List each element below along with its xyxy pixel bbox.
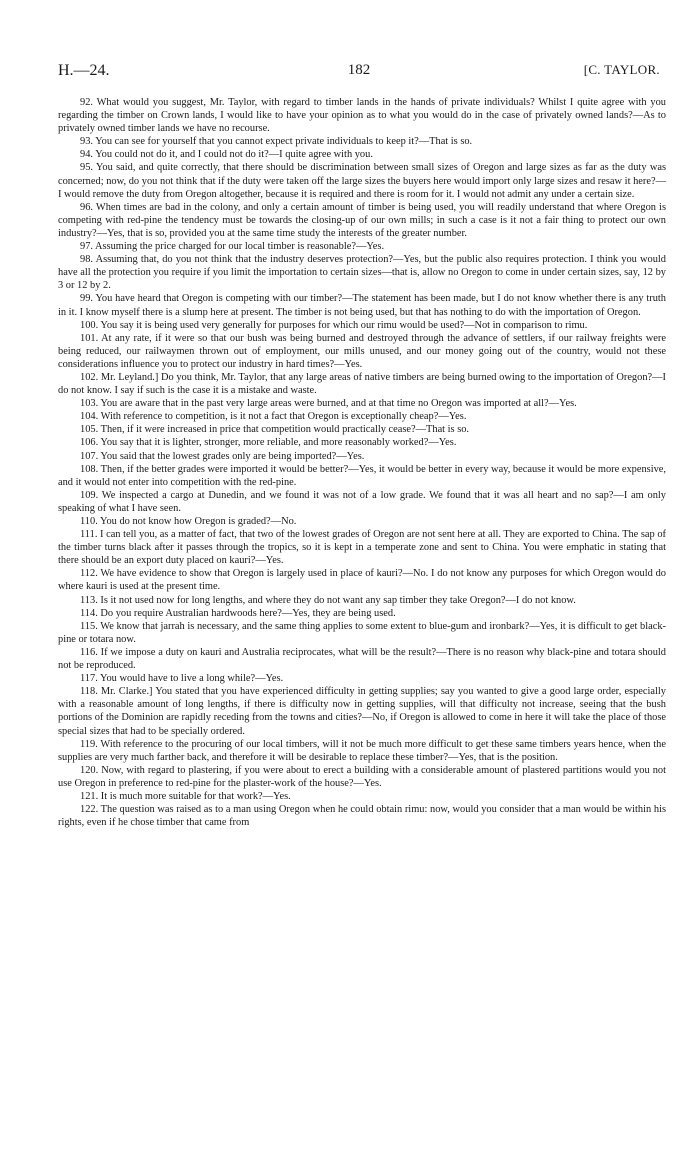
question-answer-paragraph: 99. You have heard that Oregon is competing with our timber?—The statement has been made, but I do not know whether there is any truth in it. I know myself there is a slump here at present. The timber is not being used, but that has nothing to do with the importation of Oregon. <box>58 293 666 318</box>
question-answer-paragraph: 94. You could not do it, and I could not do it?—I quite agree with you. <box>80 149 373 161</box>
document-reference: H.—24. <box>58 62 110 79</box>
question-answer-paragraph: 96. When times are bad in the colony, and only a certain amount of timber is being used, you will readily understand that where Oregon is competing with red-pine the tendency must be towards the closing-up of our own mills; in such a case is it not a fair thing to protect our own industry?—Yes, that is so, provided you at the same time study the interests of the greater number. <box>58 201 666 239</box>
question-answer-paragraph: 98. Assuming that, do you not think that the industry deserves protection?—Yes, but the public also requires protection. I think you would have all the protection you require if you limit the importation to certain sizes—that is, allow no Oregon to come in under certain sizes, say, 12 by 3 or 12 by 2. <box>58 254 666 292</box>
question-answer-paragraph: 105. Then, if it were increased in price that competition would practically cease?—That is so. <box>80 424 470 436</box>
question-answer-paragraph: 104. With reference to competition, is it not a fact that Oregon is exceptionally cheap?—Yes. <box>80 411 467 423</box>
question-answer-paragraph: 111. I can tell you, as a matter of fact, that two of the lowest grades of Oregon are not sent here at all. They are exported to China. The sap of the timber turns black after it passes through the tropics, so it is kept in a temperate zone and sent to China. You were emphatic in stating that there should be an export duty placed on kauri?—Yes. <box>58 529 666 567</box>
witness-name: [C. TAYLOR. <box>583 62 660 77</box>
question-answer-paragraph: 120. Now, with regard to plastering, if you were about to erect a building with a considerable amount of plastered partitions would you not use Oregon in preference to red-pine for the plaster-work of the house?—Yes. <box>58 764 666 789</box>
question-answer-paragraph: 112. We have evidence to show that Oregon is largely used in place of kauri?—No. I do not know any purposes for which Oregon would do where kauri is used at the present time. <box>58 568 666 593</box>
question-answer-paragraph: 122. The question was raised as to a man using Oregon when he could obtain rimu: now, would you consider that a man would be within his rights, even if he chose timber that came from <box>58 804 666 829</box>
question-answer-paragraph: 106. You say that it is lighter, stronger, more reliable, and more reasonably worked?—Yes. <box>80 437 457 449</box>
question-answer-paragraph: 119. With reference to the procuring of our local timbers, will it not be much more difficult to get these same timbers years hence, when the supplies are very much farther back, and therefore it will be desirable to replace these timber?—Yes, that is the position. <box>58 738 666 763</box>
question-answer-paragraph: 97. Assuming the price charged for our local timber is reasonable?—Yes. <box>80 241 385 253</box>
question-answer-paragraph: 93. You can see for yourself that you cannot expect private individuals to keep it?—That is so. <box>80 136 473 148</box>
question-answer-paragraph: 108. Then, if the better grades were imported it would be better?—Yes, it would be better in every way, because it would be more expensive, and it would not enter into competition with the red-pine. <box>58 463 666 488</box>
question-answer-paragraph: 92. What would you suggest, Mr. Taylor, with regard to timber lands in the hands of private individuals? Whilst I quite agree with you regarding the timber on Crown lands, I would like to have your opinion as to what you would do in the case of privately owned lands?—As to privately owned timber lands we have no recourse. <box>58 97 666 135</box>
question-answer-paragraph: 116. If we impose a duty on kauri and Australia reciprocates, what will be the result?—There is no reason why black-pine and totara should not be reproduced. <box>58 646 666 672</box>
question-answer-paragraph: 109. We inspected a cargo at Dunedin, and we found it was not of a low grade. We found that it was all heart and no sap?—I am only speaking of what I have seen. <box>58 489 666 514</box>
question-answer-paragraph: 101. At any rate, if it were so that our bush was being burned and destroyed through the advance of settlers, if our railway freights were being reduced, our railwaymen thrown out of employment, our mills unused, and our money going out of the country, would not these considerations influence you to protect our industry in hard times?—Yes. <box>58 332 666 370</box>
question-answer-paragraph: 121. It is much more suitable for that work?—Yes. <box>80 790 291 802</box>
page-header <box>58 62 660 86</box>
question-answer-paragraph: 117. You would have to live a long while?—Yes. <box>80 673 284 685</box>
question-answer-paragraph: 113. Is it not used now for long lengths, and where they do not want any sap timber they take Oregon?—I do not know. <box>80 594 576 606</box>
question-answer-paragraph: 114. Do you require Australian hardwoods here?—Yes, they are being used. <box>80 607 396 619</box>
question-answer-paragraph: 107. You said that the lowest grades only are being imported?—Yes. <box>80 450 365 462</box>
question-answer-paragraph: 115. We know that jarrah is necessary, and the same thing applies to some extent to blue-gum and ironbark?—Yes, it is difficult to get black-pine or totara now. <box>58 620 666 645</box>
document-body <box>58 96 666 829</box>
page-number: 182 <box>347 62 371 78</box>
question-answer-paragraph: 102. Mr. Leyland.] Do you think, Mr. Taylor, that any large areas of native timbers are being burned owing to the importation of Oregon?—I do not know. I say if such is the case it is a mistake and waste. <box>58 371 666 397</box>
question-answer-paragraph: 95. You said, and quite correctly, that there should be discrimination between small sizes of Oregon and large sizes as far as the duty was concerned; now, do you not think that if the duty were taken off the large sizes the buyers here would import only large sizes and resaw it here?—I would remove the duty from Oregon altogether, because it is required and there is room for it. I would not admit any under a certain size. <box>58 162 666 200</box>
question-answer-paragraph: 118. Mr. Clarke.] You stated that you have experienced difficulty in getting supplies; say you wanted to give a good large order, especially with a reasonable amount of long lengths, if there is difficulty now in getting supplies, will that difficulty not increase, seeing that the bush portions of the Dominion are rapidly receding from the towns and cities?—No, if Oregon is allowed to come in here it will take the place of those special sizes that had to be specially ordered. <box>58 686 666 737</box>
question-answer-paragraph: 103. You are aware that in the past very large areas were burned, and at that time no Oregon was imported at all?—Yes. <box>80 398 577 410</box>
question-answer-paragraph: 110. You do not know how Oregon is graded?—No. <box>80 516 297 527</box>
question-answer-paragraph: 100. You say it is being used very generally for purposes for which our rimu would be used?—Not in comparison to rimu. <box>80 319 588 331</box>
